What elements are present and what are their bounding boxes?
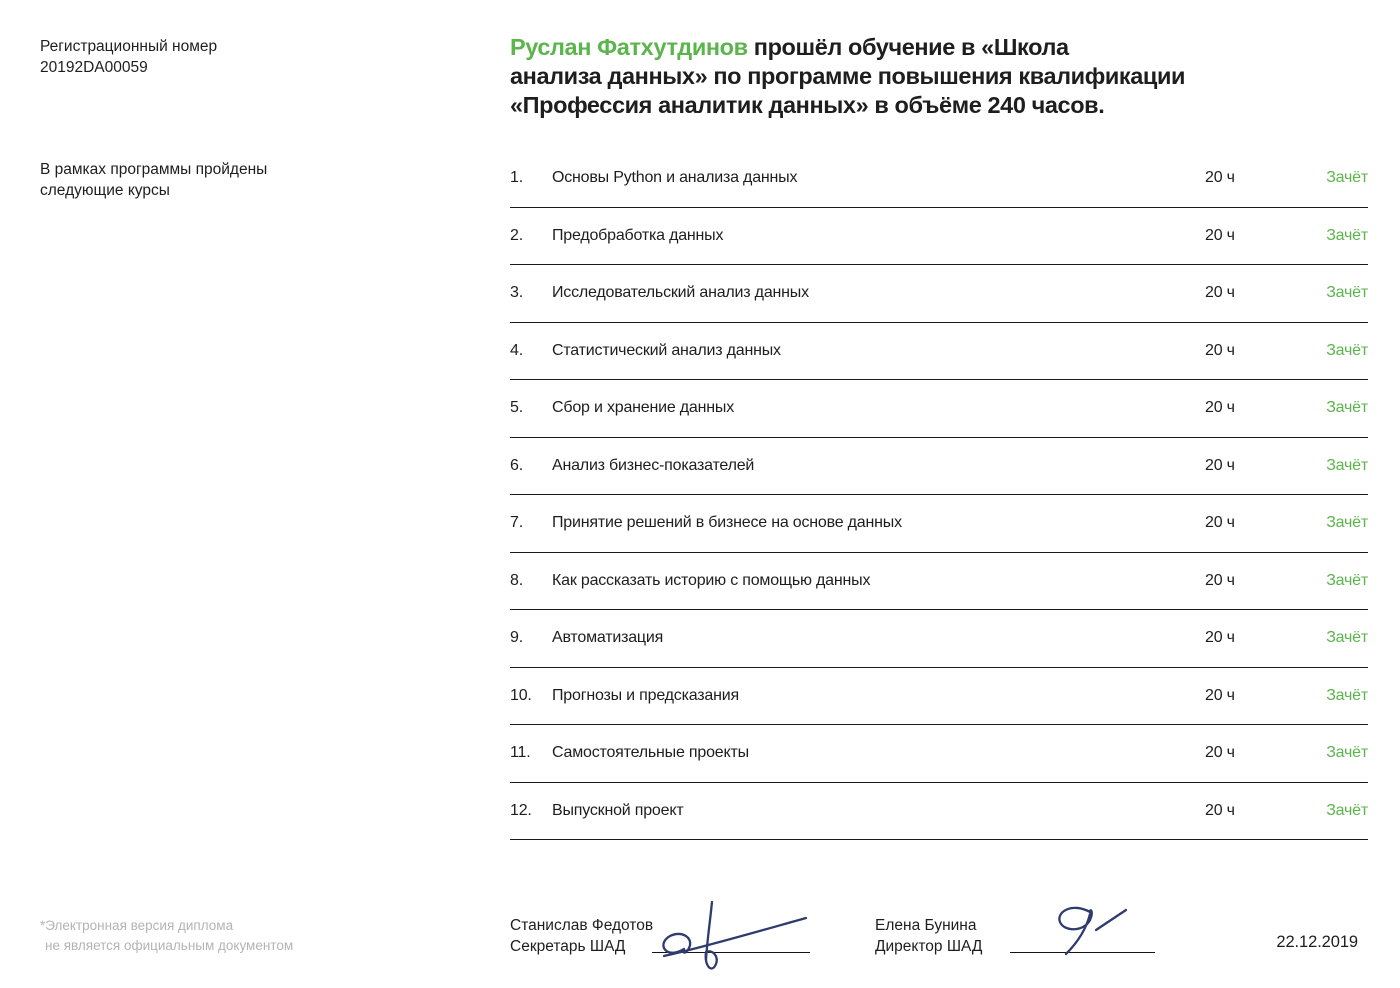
course-row [510,668,1368,726]
course-grade: Зачёт [1326,284,1368,302]
course-num: 8. [510,571,523,589]
registration-number: 20192DA00059 [40,59,148,76]
course-grade: Зачёт [1326,629,1368,647]
electronic-version-footnote [40,916,293,955]
course-hours: 20 ч [1205,571,1235,589]
course-hours: 20 ч [1205,284,1235,302]
course-row [510,495,1368,553]
course-num: 4. [510,341,523,359]
footnote-line1: *Электронная версия диплома [40,918,234,933]
course-row [510,610,1368,668]
course-row [510,208,1368,266]
course-row [510,380,1368,438]
program-intro-line1: В рамках программы пройдены [40,161,268,178]
title-line1-rest: прошёл обучение в «Школа [747,34,1069,60]
course-row [510,438,1368,496]
registration-label: Регистрационный номер [40,38,218,55]
footnote-line2: не является официальным документом [45,937,294,953]
signatory-name: Елена Бунина [875,917,977,934]
course-grade: Зачёт [1326,514,1368,532]
signatory-director [875,915,982,957]
signatory-secretary [510,915,653,957]
course-row [510,783,1368,841]
course-title: Как рассказать историю с помощью данных [552,571,871,589]
student-name: Руслан Фатхутдинов [510,34,748,60]
program-intro-line2: следующие курсы [40,182,170,199]
title-line-1 [510,33,1240,62]
signatory-name: Станислав Федотов [510,917,654,934]
course-hours: 20 ч [1205,341,1235,359]
course-grade: Зачёт [1326,456,1368,474]
course-title: Сбор и хранение данных [552,399,734,417]
course-hours: 20 ч [1205,686,1235,704]
course-num: 7. [510,514,523,532]
course-num: 12. [510,801,532,819]
course-hours: 20 ч [1205,514,1235,532]
course-hours: 20 ч [1205,456,1235,474]
course-title: Принятие решений в бизнесе на основе данных [552,514,902,532]
course-title: Основы Python и анализа данных [552,169,798,187]
course-grade: Зачёт [1326,341,1368,359]
course-num: 6. [510,456,523,474]
course-title: Исследовательский анализ данных [552,284,809,302]
course-grade: Зачёт [1326,571,1368,589]
course-hours: 20 ч [1205,744,1235,762]
course-title: Прогнозы и предсказания [552,686,739,704]
course-num: 3. [510,284,523,302]
course-num: 9. [510,629,523,647]
course-grade: Зачёт [1326,399,1368,417]
signatory-role: Директор ШАД [875,938,983,955]
director-signature-icon [1030,900,1145,962]
course-num: 11. [510,744,531,762]
course-row [510,725,1368,783]
course-title: Анализ бизнес-показателей [552,456,755,474]
course-hours: 20 ч [1205,801,1235,819]
program-intro [40,159,340,201]
signature-footer [510,902,1368,988]
course-row [510,265,1368,323]
signatory-role: Секретарь ШАД [510,938,626,955]
course-grade: Зачёт [1326,744,1368,762]
course-title: Выпускной проект [552,801,684,819]
course-title: Статистический анализ данных [552,341,781,359]
course-num: 5. [510,399,523,417]
course-row [510,323,1368,381]
title-line-2: анализа данных» по программе повышения квалификации [510,62,1186,89]
course-hours: 20 ч [1205,399,1235,417]
certificate-title [510,33,1240,119]
course-title: Самостоятельные проекты [552,744,749,762]
issue-date: 22.12.2019 [1276,933,1358,951]
course-title: Предобработка данных [552,226,724,244]
course-num: 1. [510,169,523,187]
registration-block [40,36,217,78]
course-hours: 20 ч [1205,226,1235,244]
course-row [510,553,1368,611]
course-row [510,150,1368,208]
course-hours: 20 ч [1205,169,1235,187]
course-grade: Зачёт [1326,686,1368,704]
course-hours: 20 ч [1205,629,1235,647]
title-line-3: «Профессия аналитик данных» в объёме 240 часов. [510,91,1105,118]
secretary-signature-icon [646,894,816,979]
course-grade: Зачёт [1326,169,1368,187]
course-title: Автоматизация [552,629,664,647]
course-table [510,150,1368,840]
course-grade: Зачёт [1326,801,1368,819]
course-grade: Зачёт [1326,226,1368,244]
course-num: 2. [510,226,523,244]
course-num: 10. [510,686,532,704]
